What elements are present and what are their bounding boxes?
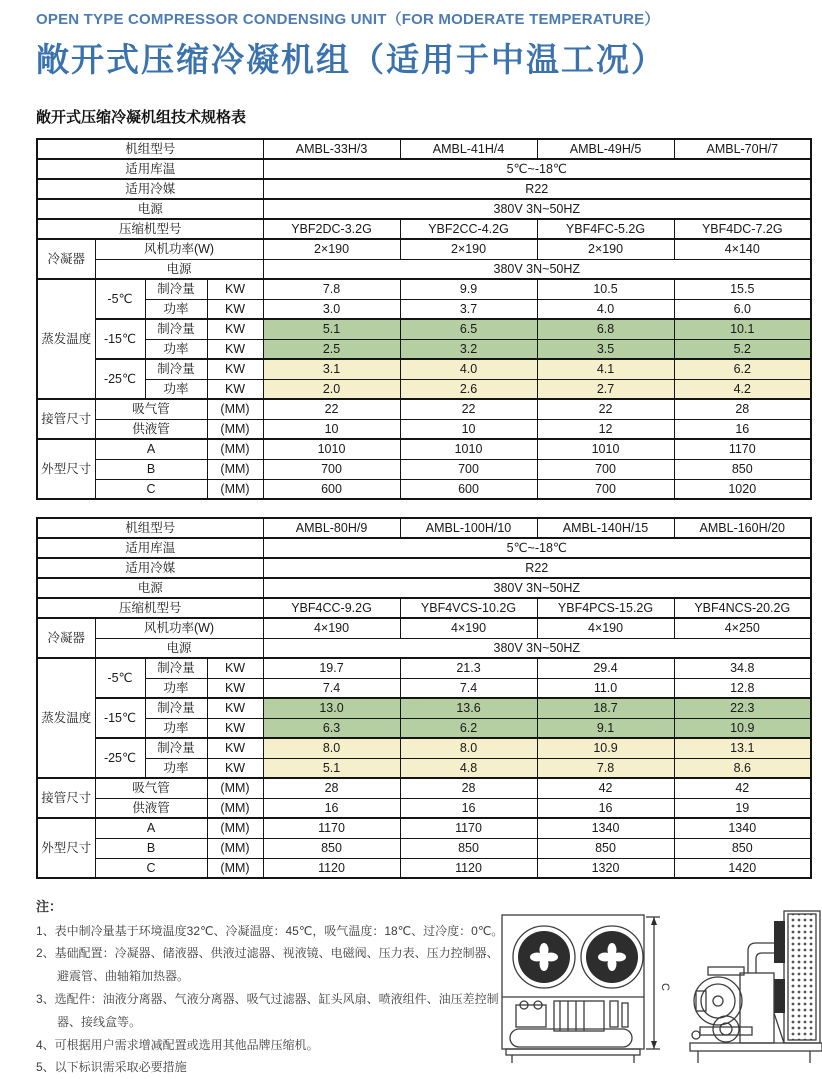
evap-minus5-power-row [37, 678, 811, 698]
spec-value-cell: 12.8 [674, 678, 811, 698]
spec-value-cell: 7.8 [537, 758, 674, 778]
spec-value-cell: 34.8 [674, 658, 811, 678]
spec-value-cell: 12 [537, 419, 674, 439]
unit-label: (MM) [207, 439, 263, 459]
spec-value-cell: 1120 [263, 858, 400, 878]
evap-minus15-power-row [37, 718, 811, 738]
spec-value-cell: 4.1 [537, 359, 674, 379]
spec-value-cell: 4×190 [263, 618, 400, 638]
spec-value-cell: 10.9 [674, 718, 811, 738]
spec-value-cell: 3.0 [263, 299, 400, 319]
power-row [37, 199, 811, 219]
spec-value-cell: 850 [537, 838, 674, 858]
spec-value-cell: 6.0 [674, 299, 811, 319]
evap-temp-label: -5℃ [95, 279, 145, 319]
spec-value-cell: 10 [400, 419, 537, 439]
notes-heading: 注： [36, 899, 63, 914]
note-item-2: 2、基础配置：冷凝器、储液器、供液过滤器、视液镜、电磁阀、压力表、压力控制器、避震管、曲轴箱加热器。 [36, 946, 499, 984]
evap-group-label: 蒸发温度 [37, 279, 95, 399]
spec-value-cell: 7.4 [263, 678, 400, 698]
unit-label: (MM) [207, 419, 263, 439]
spec-value-cell: 600 [400, 479, 537, 499]
spec-value-cell: 700 [537, 459, 674, 479]
spec-value-cell: 10.5 [537, 279, 674, 299]
dim-a-row [37, 818, 811, 838]
spec-value-cell: 28 [674, 399, 811, 419]
spec-value-cell: 13.6 [400, 698, 537, 718]
model-row [37, 518, 811, 538]
dim-a-label: A [95, 818, 207, 838]
spec-value-cell: 850 [400, 838, 537, 858]
spec-value-cell: 1010 [537, 439, 674, 459]
spec-value-cell: 6.2 [400, 718, 537, 738]
evap-temp-label: -25℃ [95, 738, 145, 778]
spec-value-cell: 15.5 [674, 279, 811, 299]
notes-block [36, 895, 506, 1079]
model-row [37, 139, 811, 159]
spec-value-cell: 1340 [537, 818, 674, 838]
spec-value-cell: 3.7 [400, 299, 537, 319]
spec-value-cell: 4×190 [400, 618, 537, 638]
unit-label: (MM) [207, 818, 263, 838]
fan-power-label: 风机功率(W) [95, 239, 263, 259]
unit-label: KW [207, 359, 263, 379]
evap-minus25-capacity-row [37, 359, 811, 379]
evap-group-label: 蒸发温度 [37, 658, 95, 778]
unit-label: KW [207, 698, 263, 718]
spec-value-cell: 42 [537, 778, 674, 798]
dim-b-row [37, 838, 811, 858]
spec-value-cell: 3.1 [263, 359, 400, 379]
note-item-1: 1、表中制冷量基于环境温度32℃、冷凝温度：45℃，吸气温度：18℃、过冷度：0℃。 [36, 923, 504, 938]
unit-label: KW [207, 658, 263, 678]
spec-value-cell: 5.2 [674, 339, 811, 359]
refrigerant-label: 适用冷媒 [37, 179, 263, 199]
dim-b-label: B [95, 838, 207, 858]
spec-value-cell: 2.7 [537, 379, 674, 399]
refrigerant-value: R22 [263, 558, 811, 578]
suction-pipe-label: 吸气管 [95, 399, 207, 419]
capacity-label: 制冷量 [145, 738, 207, 758]
spec-value-cell: 13.1 [674, 738, 811, 758]
dim-a-row [37, 439, 811, 459]
spec-value-cell: 10.9 [537, 738, 674, 758]
evap-temp-label: -25℃ [95, 359, 145, 399]
spec-value-cell: 16 [400, 798, 537, 818]
compressor-label: 压缩机型号 [37, 219, 263, 239]
evap-minus15-capacity-row [37, 698, 811, 718]
spec-value-cell: 21.3 [400, 658, 537, 678]
dim-b-row [37, 459, 811, 479]
table-subtitle: 敞开式压缩冷凝机组技术规格表 [36, 109, 247, 126]
unit-label: KW [207, 718, 263, 738]
condenser-power-value: 380V 3N~50HZ [263, 259, 811, 279]
spec-value-cell: AMBL-160H/20 [674, 518, 811, 538]
spec-value-cell: 1170 [263, 818, 400, 838]
spec-value-cell: 6.2 [674, 359, 811, 379]
spec-value-cell: AMBL-41H/4 [400, 139, 537, 159]
suction-pipe-row [37, 399, 811, 419]
input-power-label: 功率 [145, 339, 207, 359]
unit-label: (MM) [207, 479, 263, 499]
spec-value-cell: YBF2DC-3.2G [263, 219, 400, 239]
evap-minus25-power-row [37, 758, 811, 778]
liquid-pipe-label: 供液管 [95, 419, 207, 439]
condenser-power-row [37, 259, 811, 279]
spec-value-cell: 850 [263, 838, 400, 858]
evap-minus5-capacity-row [37, 279, 811, 299]
capacity-label: 制冷量 [145, 319, 207, 339]
unit-label: KW [207, 379, 263, 399]
note-item-3: 3、选配件：油液分离器、气液分离器、吸气过滤器、缸头风扇、喷液组件、油压差控制器、接线盒等。 [36, 992, 499, 1029]
spec-value-cell: YBF4DC-7.2G [674, 219, 811, 239]
spec-value-cell: 28 [263, 778, 400, 798]
spec-table-2 [36, 517, 812, 879]
spec-value-cell: 7.4 [400, 678, 537, 698]
spec-value-cell: AMBL-49H/5 [537, 139, 674, 159]
condenser-group-label: 冷凝器 [37, 239, 95, 279]
evap-temp-label: -5℃ [95, 658, 145, 698]
input-power-label: 功率 [145, 758, 207, 778]
liquid-pipe-row [37, 419, 811, 439]
spec-value-cell: 2.6 [400, 379, 537, 399]
suction-pipe-row [37, 778, 811, 798]
spec-value-cell: 700 [400, 459, 537, 479]
unit-label: (MM) [207, 858, 263, 878]
evap-minus15-capacity-row [37, 319, 811, 339]
unit-label: KW [207, 319, 263, 339]
spec-value-cell: 42 [674, 778, 811, 798]
spec-value-cell: 10.1 [674, 319, 811, 339]
capacity-label: 制冷量 [145, 698, 207, 718]
condenser-group-label: 冷凝器 [37, 618, 95, 658]
storage-temp-label: 适用库温 [37, 159, 263, 179]
spec-value-cell: 22 [400, 399, 537, 419]
unit-label: KW [207, 279, 263, 299]
spec-value-cell: 2×190 [537, 239, 674, 259]
spec-value-cell: YBF4VCS-10.2G [400, 598, 537, 618]
capacity-label: 制冷量 [145, 658, 207, 678]
spec-value-cell: 29.4 [537, 658, 674, 678]
storage-temp-row [37, 159, 811, 179]
dim-c-row [37, 858, 811, 878]
spec-value-cell: 3.5 [537, 339, 674, 359]
evap-minus25-capacity-row [37, 738, 811, 758]
unit-label: (MM) [207, 798, 263, 818]
unit-side-view-drawing [682, 905, 822, 1063]
spec-value-cell: 4.0 [400, 359, 537, 379]
spec-value-cell: AMBL-33H/3 [263, 139, 400, 159]
spec-value-cell: 4.2 [674, 379, 811, 399]
note-item-4: 4、可根据用户需求增减配置或选用其他品牌压缩机。 [36, 1037, 319, 1052]
spec-value-cell: 9.1 [537, 718, 674, 738]
input-power-label: 功率 [145, 379, 207, 399]
spec-value-cell: 2×190 [263, 239, 400, 259]
spec-value-cell: YBF4CC-9.2G [263, 598, 400, 618]
spec-value-cell: 1010 [400, 439, 537, 459]
spec-value-cell: 7.8 [263, 279, 400, 299]
spec-value-cell: 4×190 [537, 618, 674, 638]
spec-value-cell: 1020 [674, 479, 811, 499]
refrigerant-row [37, 179, 811, 199]
evap-minus15-power-row [37, 339, 811, 359]
spec-value-cell: YBF4FC-5.2G [537, 219, 674, 239]
suction-pipe-label: 吸气管 [95, 778, 207, 798]
spec-value-cell: AMBL-140H/15 [537, 518, 674, 538]
condenser-power-value: 380V 3N~50HZ [263, 638, 811, 658]
spec-value-cell: 700 [263, 459, 400, 479]
liquid-pipe-label: 供液管 [95, 798, 207, 818]
spec-value-cell: 22 [263, 399, 400, 419]
spec-value-cell: 6.5 [400, 319, 537, 339]
spec-value-cell: AMBL-80H/9 [263, 518, 400, 538]
model-row-label: 机组型号 [37, 139, 263, 159]
compressor-label: 压缩机型号 [37, 598, 263, 618]
spec-value-cell: 4.8 [400, 758, 537, 778]
spec-value-cell: 8.0 [263, 738, 400, 758]
unit-label: (MM) [207, 459, 263, 479]
refrigerant-value: R22 [263, 179, 811, 199]
unit-label: KW [207, 678, 263, 698]
spec-value-cell: AMBL-70H/7 [674, 139, 811, 159]
dim-c-label: C [95, 479, 207, 499]
dimension-group-label: 外型尺寸 [37, 439, 95, 499]
unit-label: KW [207, 758, 263, 778]
power-row [37, 578, 811, 598]
spec-value-cell: 850 [674, 838, 811, 858]
pipe-group-label: 接管尺寸 [37, 399, 95, 439]
capacity-label: 制冷量 [145, 279, 207, 299]
liquid-pipe-row [37, 798, 811, 818]
model-row-label: 机组型号 [37, 518, 263, 538]
unit-label: (MM) [207, 778, 263, 798]
spec-value-cell: 600 [263, 479, 400, 499]
refrigerant-row [37, 558, 811, 578]
spec-value-cell: 9.9 [400, 279, 537, 299]
spec-value-cell: 22 [537, 399, 674, 419]
spec-value-cell: 13.0 [263, 698, 400, 718]
spec-value-cell: 4×140 [674, 239, 811, 259]
spec-value-cell: 4.0 [537, 299, 674, 319]
spec-value-cell: 16 [674, 419, 811, 439]
evap-minus25-power-row [37, 379, 811, 399]
pipe-group-label: 接管尺寸 [37, 778, 95, 818]
spec-value-cell: 1420 [674, 858, 811, 878]
spec-value-cell: 22.3 [674, 698, 811, 718]
spec-value-cell: YBF2CC-4.2G [400, 219, 537, 239]
unit-technical-drawings [494, 905, 822, 1063]
storage-temp-row [37, 538, 811, 558]
unit-front-view-drawing [494, 905, 672, 1063]
spec-value-cell: 1320 [537, 858, 674, 878]
spec-value-cell: 1340 [674, 818, 811, 838]
input-power-label: 功率 [145, 678, 207, 698]
spec-value-cell: 18.7 [537, 698, 674, 718]
spec-value-cell: 16 [537, 798, 674, 818]
condenser-power-label: 电源 [95, 638, 263, 658]
spec-value-cell: 5.1 [263, 319, 400, 339]
evap-minus5-capacity-row [37, 658, 811, 678]
spec-value-cell: 28 [400, 778, 537, 798]
condenser-power-row [37, 638, 811, 658]
spec-value-cell: 1120 [400, 858, 537, 878]
spec-value-cell: 3.2 [400, 339, 537, 359]
power-label: 电源 [37, 578, 263, 598]
dimension-group-label: 外型尺寸 [37, 818, 95, 878]
input-power-label: 功率 [145, 718, 207, 738]
spec-value-cell: 1010 [263, 439, 400, 459]
compressor-row [37, 219, 811, 239]
storage-temp-value: 5℃~-18℃ [263, 159, 811, 179]
unit-label: KW [207, 738, 263, 758]
power-value: 380V 3N~50HZ [263, 578, 811, 598]
spec-table-1 [36, 138, 812, 500]
unit-label: KW [207, 299, 263, 319]
spec-value-cell: 1170 [400, 818, 537, 838]
spec-value-cell: 4×250 [674, 618, 811, 638]
page-title-english: OPEN TYPE COMPRESSOR CONDENSING UNIT（FOR MODERATE TEMPERATURE） [36, 11, 660, 28]
spec-value-cell: 10 [263, 419, 400, 439]
spec-value-cell: 19 [674, 798, 811, 818]
spec-value-cell: 2.0 [263, 379, 400, 399]
spec-value-cell: 8.0 [400, 738, 537, 758]
dimension-c-label: C [659, 983, 671, 991]
notes-and-drawings-section [36, 895, 810, 1079]
note-item-5: 5、以下标识需采取必要措施 [36, 1060, 187, 1075]
unit-label: (MM) [207, 838, 263, 858]
evap-temp-label: -15℃ [95, 319, 145, 359]
spec-value-cell: AMBL-100H/10 [400, 518, 537, 538]
dim-b-label: B [95, 459, 207, 479]
fan-power-row [37, 618, 811, 638]
storage-temp-value: 5℃~-18℃ [263, 538, 811, 558]
input-power-label: 功率 [145, 299, 207, 319]
spec-value-cell: 8.6 [674, 758, 811, 778]
compressor-row [37, 598, 811, 618]
spec-value-cell: 16 [263, 798, 400, 818]
dim-c-label: C [95, 858, 207, 878]
spec-value-cell: 700 [537, 479, 674, 499]
capacity-label: 制冷量 [145, 359, 207, 379]
spec-value-cell: YBF4NCS-20.2G [674, 598, 811, 618]
spec-value-cell: YBF4PCS-15.2G [537, 598, 674, 618]
refrigerant-label: 适用冷媒 [37, 558, 263, 578]
unit-label: KW [207, 339, 263, 359]
condenser-power-label: 电源 [95, 259, 263, 279]
unit-label: (MM) [207, 399, 263, 419]
power-label: 电源 [37, 199, 263, 219]
dim-a-label: A [95, 439, 207, 459]
evap-temp-label: -15℃ [95, 698, 145, 738]
fan-power-label: 风机功率(W) [95, 618, 263, 638]
spec-value-cell: 2.5 [263, 339, 400, 359]
page-title-chinese: 敞开式压缩冷凝机组（适用于中温工况） [36, 41, 666, 78]
fan-power-row [37, 239, 811, 259]
spec-value-cell: 850 [674, 459, 811, 479]
spec-value-cell: 2×190 [400, 239, 537, 259]
power-value: 380V 3N~50HZ [263, 199, 811, 219]
storage-temp-label: 适用库温 [37, 538, 263, 558]
evap-minus5-power-row [37, 299, 811, 319]
spec-value-cell: 1170 [674, 439, 811, 459]
spec-value-cell: 19.7 [263, 658, 400, 678]
spec-value-cell: 6.8 [537, 319, 674, 339]
spec-value-cell: 6.3 [263, 718, 400, 738]
spec-value-cell: 11.0 [537, 678, 674, 698]
dim-c-row [37, 479, 811, 499]
spec-value-cell: 5.1 [263, 758, 400, 778]
